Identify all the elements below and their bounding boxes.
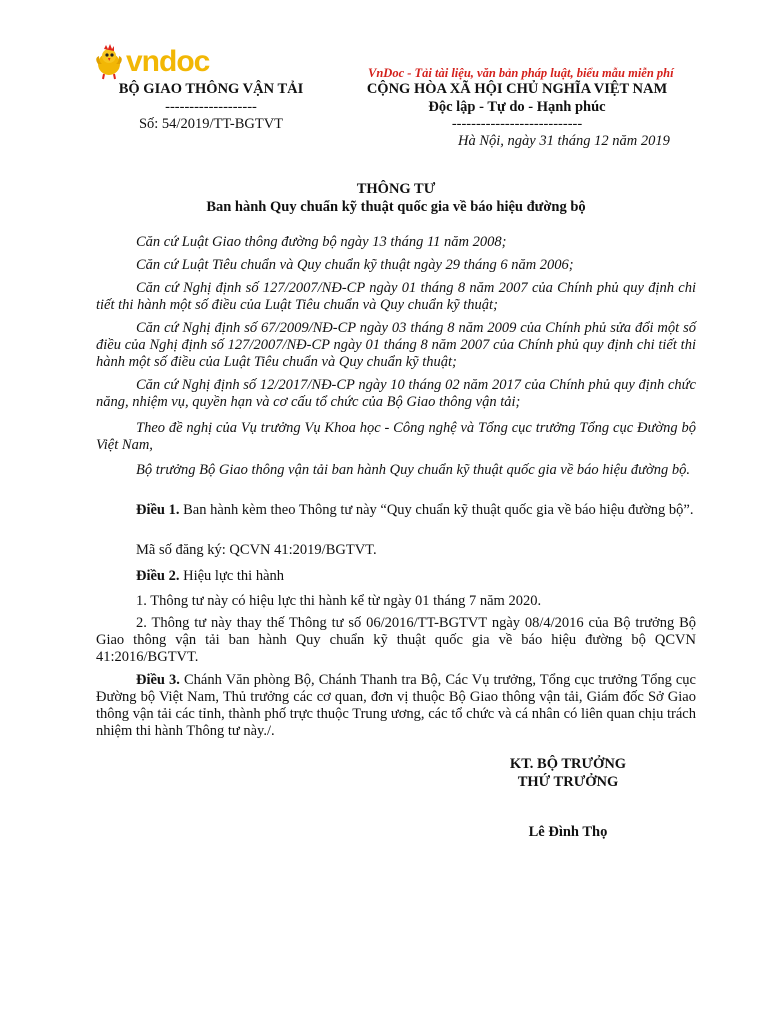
- article-3: [96, 672, 696, 740]
- article-3-text: Chánh Văn phòng Bộ, Chánh Thanh tra Bộ, Các Vụ trưởng, Tổng cục trưởng Tổng cục Đường bộ Việt Nam, Thủ trưởng các cơ quan, đơn vị thuộc Bộ Giao thông vận tải, Giám đốc Sở Giao thông vận tải các tỉnh, thành phố trực thuộc Trung ương, các tổ chức và cá nhân có liên quan chịu trách nhiệm thi hành Thông tư này./.: [96, 672, 696, 739]
- document-number: Số: 54/2019/TT-BGTVT: [138, 116, 284, 132]
- article-2-text: Hiệu lực thi hành: [179, 568, 285, 584]
- issuing-agency: BỘ GIAO THÔNG VẬN TẢI: [118, 81, 304, 97]
- article-1-label: Điều 1.: [136, 502, 180, 518]
- preamble-item: Căn cứ Nghị định số 12/2017/NĐ-CP ngày 10 tháng 02 năm 2017 của Chính phủ quy định chức năng, nhiệm vụ, quyền hạn và cơ cấu tổ chức của Bộ Giao thông vận tải;: [96, 377, 696, 410]
- preamble-item: Bộ trưởng Bộ Giao thông vận tải ban hành Quy chuẩn kỹ thuật quốc gia về báo hiệu đường bộ.: [136, 462, 691, 478]
- signature-title: KT. BỘ TRƯỞNG: [509, 756, 627, 772]
- preamble-item: Căn cứ Nghị định số 127/2007/NĐ-CP ngày 01 tháng 8 năm 2007 của Chính phủ quy định chi tiết thi hành một số điều của Luật Tiêu chuẩn và Quy chuẩn kỹ thuật;: [96, 280, 696, 313]
- national-motto: Độc lập - Tự do - Hạnh phúc: [428, 99, 606, 115]
- article-2-item: 1. Thông tư này có hiệu lực thi hành kể từ ngày 01 tháng 7 năm 2020.: [136, 593, 542, 609]
- preamble-item: Căn cứ Luật Tiêu chuẩn và Quy chuẩn kỹ thuật ngày 29 tháng 6 năm 2006;: [136, 257, 574, 273]
- article-2: [96, 568, 696, 585]
- nation-name: CỘNG HÒA XÃ HỘI CHỦ NGHĨA VIỆT NAM: [366, 81, 668, 97]
- registration-code: Mã số đăng ký: QCVN 41:2019/BGTVT.: [136, 542, 377, 558]
- article-2-item: 2. Thông tư này thay thế Thông tư số 06/2016/TT-BGTVT ngày 08/4/2016 của Bộ trưởng Bộ Giao thông vận tải ban hành Quy chuẩn kỹ thuật quốc gia về báo hiệu đường bộ QCVN 41:2016/BGTVT.: [96, 615, 696, 665]
- article-1-text: Ban hành kèm theo Thông tư này “Quy chuẩn kỹ thuật quốc gia về báo hiệu đường bộ”.: [179, 502, 694, 518]
- logo-text: vndoc: [126, 45, 210, 78]
- document-title: Ban hành Quy chuẩn kỹ thuật quốc gia về báo hiệu đường bộ: [206, 199, 586, 215]
- signer-name: Lê Đình Thọ: [528, 824, 608, 840]
- tagline: VnDoc - Tải tài liệu, văn bản pháp luật, biểu mẫu miễn phí: [368, 66, 674, 80]
- motto-rule: ---------------------------: [451, 116, 583, 132]
- preamble-item: Căn cứ Nghị định số 67/2009/NĐ-CP ngày 03 tháng 8 năm 2009 của Chính phủ sửa đổi một số điều của Nghị định số 127/2007/NĐ-CP ngày 01 tháng 8 năm 2007 của Chính phủ quy định chi tiết thi hành một số điều của Luật Tiêu chuẩn và Quy chuẩn kỹ thuật;: [96, 320, 696, 370]
- place-date: Hà Nội, ngày 31 tháng 12 năm 2019: [458, 133, 670, 149]
- vndoc-logo: [94, 44, 209, 80]
- agency-rule: -------------------: [165, 99, 257, 115]
- article-1: [96, 502, 696, 519]
- article-3-label: Điều 3.: [136, 672, 180, 688]
- preamble-item: Theo đề nghị của Vụ trưởng Vụ Khoa học - Công nghệ và Tổng cục trưởng Tổng cục Đường bộ Việt Nam,: [96, 420, 696, 453]
- signature-subtitle: THỨ TRƯỞNG: [517, 774, 619, 790]
- rooster-mascot-icon: [94, 44, 124, 80]
- article-2-label: Điều 2.: [136, 568, 180, 584]
- preamble-item: Căn cứ Luật Giao thông đường bộ ngày 13 tháng 11 năm 2008;: [136, 234, 507, 250]
- document-type: THÔNG TƯ: [356, 181, 436, 197]
